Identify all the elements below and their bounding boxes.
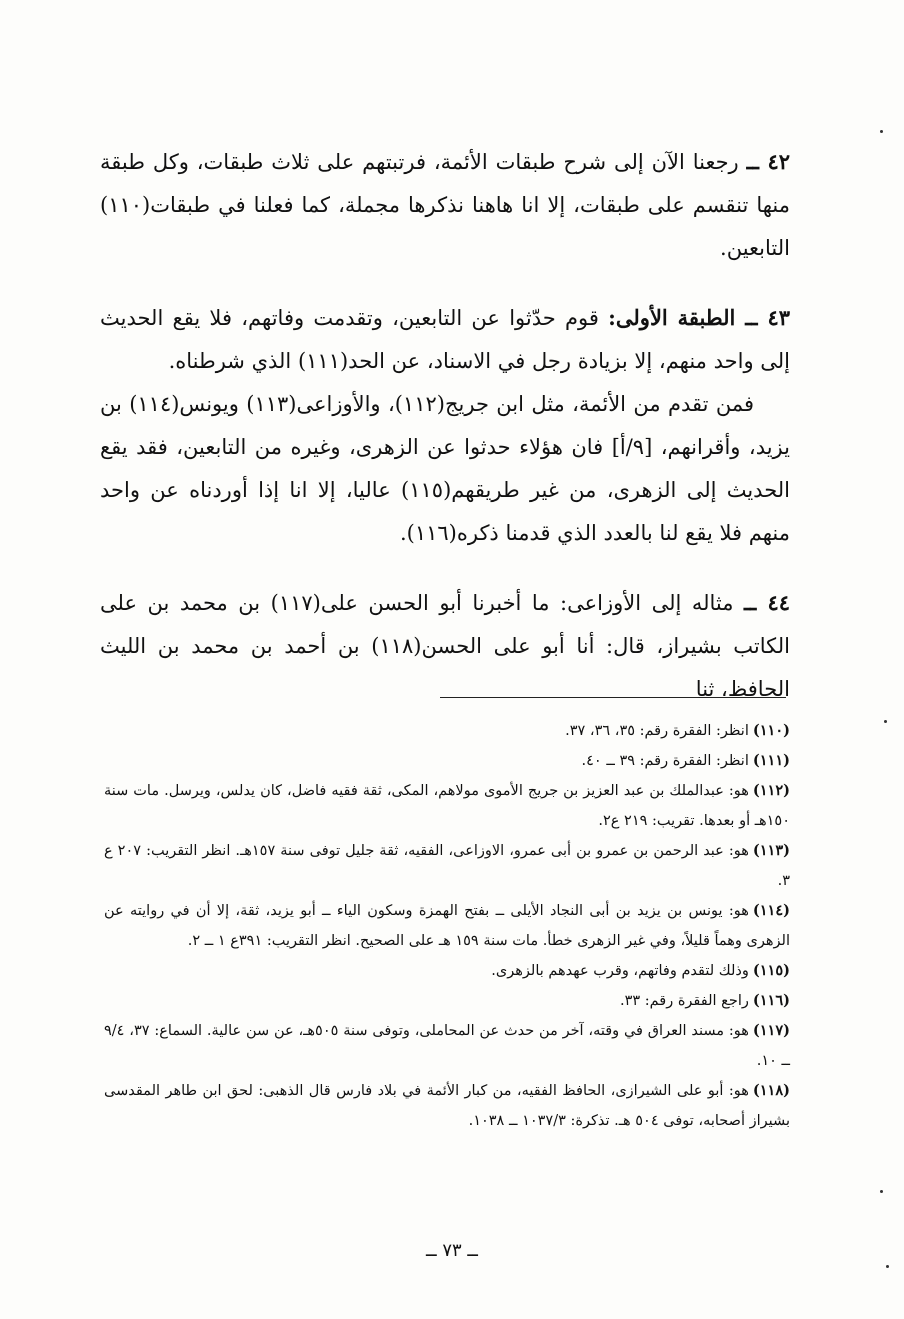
footnote-number: (١١٤) bbox=[752, 902, 790, 919]
footnote-text: هو: عبدالملك بن عبد العزيز بن جريج الأموى مولاهم، المكى، ثقة فقيه فاضل، كان يدلس، ويرسل. مات سنة ١٥٠هـ أو بعدها. تقريب: ٢١٩ ع٢. bbox=[104, 783, 790, 829]
footnote-text: وذلك لتقدم وفاتهم، وقرب عهدهم بالزهرى. bbox=[491, 963, 749, 979]
footnote-114 bbox=[104, 896, 790, 956]
scan-speck bbox=[886, 1265, 889, 1268]
paragraph-body: قوم حدّثوا عن التابعين، وتقدمت وفاتهم، فلا يقع الحديث إلى واحد منهم، إلا بزيادة رجل في الاسناد، عن الحد(١١١) الذي شرطناه. bbox=[100, 306, 790, 373]
footnote-text: انظر: الفقرة رقم: ٣٩ ــ ٤٠. bbox=[581, 753, 749, 769]
scan-speck bbox=[884, 720, 887, 723]
main-text bbox=[100, 140, 790, 737]
paragraph-heading: ٤٣ ــ الطبقة الأولى: bbox=[608, 305, 790, 330]
footnote-number: (١١٠) bbox=[752, 722, 790, 739]
footnote-number: (١١٨) bbox=[752, 1082, 790, 1099]
footnote-text: هو: يونس بن يزيد بن أبى النجاد الأيلى ــ بفتح الهمزة وسكون الياء ــ أبو يزيد، ثقة، إلا أن في روايته عن الزهرى وهماً قليلاً، وفي غير الزهرى خطأ. مات سنة ١٥٩ هـ على الصحيح. انظر التقريب: ٣٩١ع ١ ــ ٢. bbox=[104, 903, 790, 949]
page-number: ــ ٧٣ ــ bbox=[426, 1240, 478, 1261]
footnote-117 bbox=[104, 1016, 790, 1076]
footnote-116 bbox=[104, 986, 790, 1016]
footnote-number: (١١١) bbox=[752, 752, 790, 769]
footnote-number: (١١٥) bbox=[752, 962, 790, 979]
footnotes bbox=[104, 716, 790, 1136]
paragraph-body: رجعنا الآن إلى شرح طبقات الأئمة، فرتبتهم على ثلاث طبقات، وكل طبقة منها تنقسم على طبقات، إلا انا هاهنا نذكرها مجملة، كما فعلنا في طبقات(١١٠) التابعين. bbox=[100, 150, 790, 260]
footnote-number: (١١٧) bbox=[752, 1022, 790, 1039]
footnote-110 bbox=[104, 716, 790, 746]
footnote-number: (١١٢) bbox=[752, 782, 790, 799]
paragraph-43 bbox=[100, 296, 790, 555]
footnote-115 bbox=[104, 956, 790, 986]
footnote-113 bbox=[104, 836, 790, 896]
footnote-112 bbox=[104, 776, 790, 836]
paragraph-44 bbox=[100, 581, 790, 711]
scan-speck bbox=[880, 130, 883, 133]
footnote-118 bbox=[104, 1076, 790, 1136]
footnote-number: (١١٣) bbox=[752, 842, 790, 859]
footnote-text: هو: عبد الرحمن بن عمرو بن أبى عمرو، الاوزاعى، الفقيه، ثقة جليل توفى سنة ١٥٧هـ. انظر التقريب: ٢٠٧ ع ٣. bbox=[104, 843, 790, 889]
footnote-text: انظر: الفقرة رقم: ٣٥، ٣٦، ٣٧. bbox=[565, 723, 749, 739]
paragraph-continuation: فمن تقدم من الأئمة، مثل ابن جريج(١١٢)، والأوزاعى(١١٣) ويونس(١١٤) بن يزيد، وأقرانهم، [٩/أ] فان هؤلاء حدثوا عن الزهرى، وغيره من التابعين، فقد يقع الحديث إلى الزهرى، من غير طريقهم(١١٥) عاليا، إلا انا إذا أوردناه عن واحد منهم فلا يقع لنا بالعدد الذي قدمنا ذكره(١١٦). bbox=[100, 392, 790, 545]
footnote-separator bbox=[440, 697, 786, 698]
paragraph-body: مثاله إلى الأوزاعى: ما أخبرنا أبو الحسن على(١١٧) بن محمد بن على الكاتب بشيراز، قال: أنا أبو على الحسن(١١٨) بن أحمد بن محمد بن الليث الحافظ، ثنا bbox=[100, 591, 790, 701]
footnote-111 bbox=[104, 746, 790, 776]
paragraph-number: ٤٤ ــ bbox=[743, 590, 790, 615]
scan-speck bbox=[880, 1190, 883, 1193]
footnote-text: هو: مسند العراق في وقته، آخر من حدث عن المحاملى، وتوفى سنة ٥٠٥هـ، عن سن عالية. السماع: ٣٧، ٩/٤ ــ ١٠. bbox=[104, 1023, 790, 1069]
footnote-text: راجع الفقرة رقم: ٣٣. bbox=[619, 993, 749, 1009]
footnote-text: هو: أبو على الشيرازى، الحافظ الفقيه، من كبار الأئمة في بلاد فارس قال الذهبى: لحق ابن طاهر المقدسى بشيراز أصحابه، توفى ٥٠٤ هـ. تذكرة: ١٠٣٧/٣ ــ ١٠٣٨. bbox=[104, 1083, 790, 1129]
paragraph-42 bbox=[100, 140, 790, 270]
footnote-number: (١١٦) bbox=[752, 992, 790, 1009]
paragraph-number: ٤٢ ــ bbox=[746, 149, 790, 174]
